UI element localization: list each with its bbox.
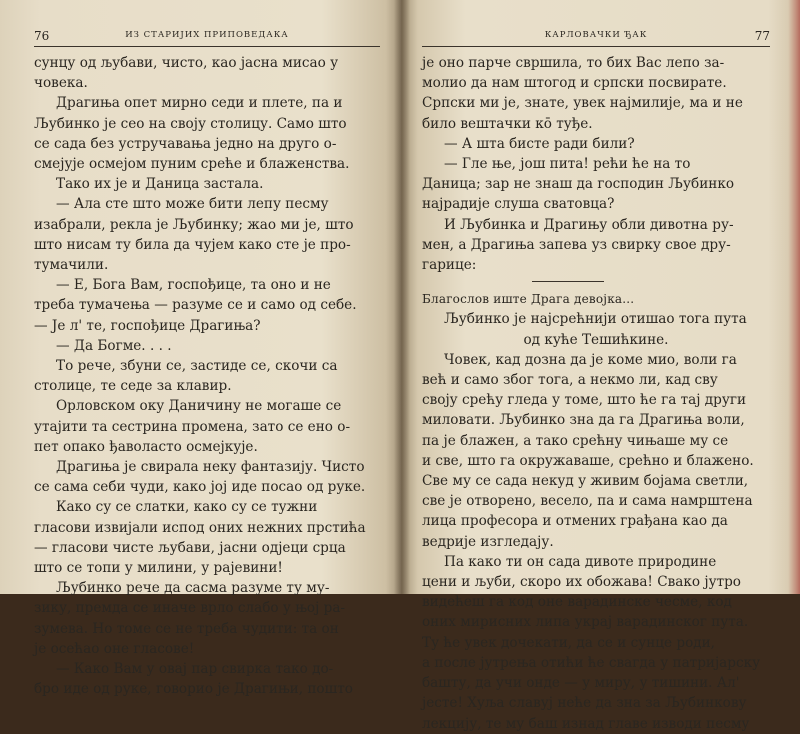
text-line: — гласови чисте љубави, јасни одјеци срца — [34, 539, 346, 556]
text-line: гарице: — [422, 257, 477, 274]
right-running-header — [422, 26, 770, 47]
text-line: — Гле ње, још пита! рећи ће на то — [444, 156, 691, 173]
text-line: Човек, кад дозна да је коме мио, воли га — [444, 351, 737, 368]
text-line: Орловском оку Даничину не могаше се — [56, 398, 342, 415]
text-line: Српски ми је, знате, увек најмилије, ма и не — [422, 95, 743, 112]
right-page-number: 77 — [754, 29, 770, 43]
text-line: Ту ће увек дочекати, да се и сунце роди, — [422, 634, 716, 651]
text-line: миловати. Љубинко зна да га Драгиња воли, — [422, 412, 745, 429]
text-line: Како су се слатки, како су се тужни — [56, 499, 318, 516]
left-page-text — [34, 53, 380, 700]
text-line: Љубинко рече да сасма разуме ту му- — [56, 580, 330, 597]
text-line: већ и само због тога, а некмо ли, кад сву — [422, 372, 718, 389]
text-line: утајити та сестрина промена, зато се ено о- — [34, 418, 351, 435]
text-line: — А шта бисте ради били? — [444, 135, 635, 152]
text-line: човека. — [34, 75, 88, 92]
text-line: цени и љуби, скоро их обожава! Свако јутро — [422, 574, 741, 591]
text-line: башту, да учи онде — у миру, у тишини. Ал' — [422, 675, 740, 692]
text-line: — Је л' те, госпођице Драгиња? — [34, 317, 261, 334]
text-line: најрадије слуша сватовца? — [422, 196, 615, 213]
text-line: видећеш га код оне варадинске чесме, код — [422, 594, 732, 611]
text-line: треба тумачења — разуме се и само од себе. — [34, 297, 357, 314]
text-line: ведрије изгледају. — [422, 533, 554, 550]
text-line: што се топи у милини, у рајевини! — [34, 560, 283, 577]
book-gutter — [394, 0, 410, 594]
text-line: мен, а Драгиња запева уз свирку свое дру- — [422, 236, 731, 253]
right-page-text — [422, 53, 770, 734]
text-line: зумева. Но томе се не треба чудити: та он — [34, 620, 339, 637]
text-line: Па како ти он сада дивоте природине — [444, 553, 717, 570]
right-text-after-song — [422, 309, 770, 733]
text-line: смејује осмејом пуним среће и блаженства. — [34, 156, 350, 173]
text-line: молио да нам штогод и српски посвирате. — [422, 75, 727, 92]
text-line: је осећао оне гласове! — [34, 640, 195, 657]
text-line: се сада без устручавања једно на друго о- — [34, 135, 337, 152]
text-line: своју срећу гледа у томе, што ће га тај други — [422, 392, 747, 409]
text-line: — Е, Бога Вам, госпођице, та оно и не — [56, 277, 331, 294]
text-line: тумачили. — [34, 257, 109, 274]
text-line: столице, те седе за клавир. — [34, 378, 232, 395]
text-line: Драгиња је свирала неку фантазију. Чисто — [56, 459, 365, 476]
text-line: изабрали, рекла је Љубинку; жао ми је, што — [34, 216, 354, 233]
text-line: гласови извијали испод оних нежних прстића — [34, 519, 366, 536]
text-line: И Љубинка и Драгињу обли дивотна ру- — [444, 216, 734, 233]
text-line: Драгиња опет мирно седи и плете, па и — [56, 95, 343, 112]
left-page — [0, 0, 402, 698]
text-line: — Да Богме. . . . — [56, 337, 172, 354]
text-line: Даница; зар не знаш да господин Љубинко — [422, 176, 735, 193]
text-line: То рече, збуни се, застиде се, скочи са — [56, 358, 338, 375]
text-line: лица професора и отмених грађана као да — [422, 513, 728, 530]
text-line: пет опако ђаволасто осмејкује. — [34, 438, 258, 455]
song-separator-rule — [532, 281, 604, 282]
text-line: Тако их је и Даница застала. — [56, 176, 264, 193]
text-line: било вештачки кō туђе. — [422, 115, 593, 132]
text-line: све је отворено, весело, па и сама намрштена — [422, 493, 753, 510]
text-line: се сама себи чуди, како јој иде посао од руке. — [34, 479, 366, 496]
left-running-header — [34, 26, 380, 47]
right-text-before-song — [422, 53, 770, 275]
text-line: од куће Тешићкине. — [523, 331, 669, 348]
text-line: Све му се сада некуд у живим бојама светли, — [422, 473, 749, 490]
text-line: је оно парче свршила, то бих Вас лепо за- — [422, 55, 725, 71]
left-running-head-title: ИЗ СТАРИЈИХ ПРИПОВЕДАКА — [125, 30, 289, 40]
text-line: бро иде од руке, говорио је Драгињи, пошто — [34, 681, 353, 698]
left-page-number: 76 — [34, 29, 50, 43]
text-line: сунцу од љубави, чисто, као јасна мисао у — [34, 55, 339, 71]
text-line: лекцију, те му баш изнад главе изводи песму — [422, 715, 750, 732]
text-line: а после јутрења отићи ће свагда у патријарску — [422, 654, 761, 671]
text-line: зику, премда се иначе врло слабо у њој ра- — [34, 600, 346, 617]
right-running-head-title: КАРЛОВАЧКИ ЂАК — [544, 30, 648, 40]
text-line: и све, што га окружаваше, срећно и блажено. — [422, 452, 754, 469]
text-line: оних мирисних липа украј варадинског пута. — [422, 614, 749, 631]
song-line: Благослов иште Драга девојка... — [422, 292, 635, 307]
text-line: јесте! Хуља славуј неће да зна за Љубинкову — [422, 695, 747, 712]
text-line: — Ала сте што може бити лепу песму — [56, 196, 329, 213]
text-line: — Како Вам у овај пар свирка тако до- — [56, 661, 334, 678]
text-line: Љубинко је сео на своју столицу. Само што — [34, 115, 347, 132]
text-line: па је блажен, а тако срећну чињаше му се — [422, 432, 729, 449]
right-page — [402, 0, 800, 732]
text-line: што нисам ту била да чујем како сте је про- — [34, 236, 351, 253]
text-line: Љубинко је најсрећнији отишао тога пута — [444, 311, 747, 328]
